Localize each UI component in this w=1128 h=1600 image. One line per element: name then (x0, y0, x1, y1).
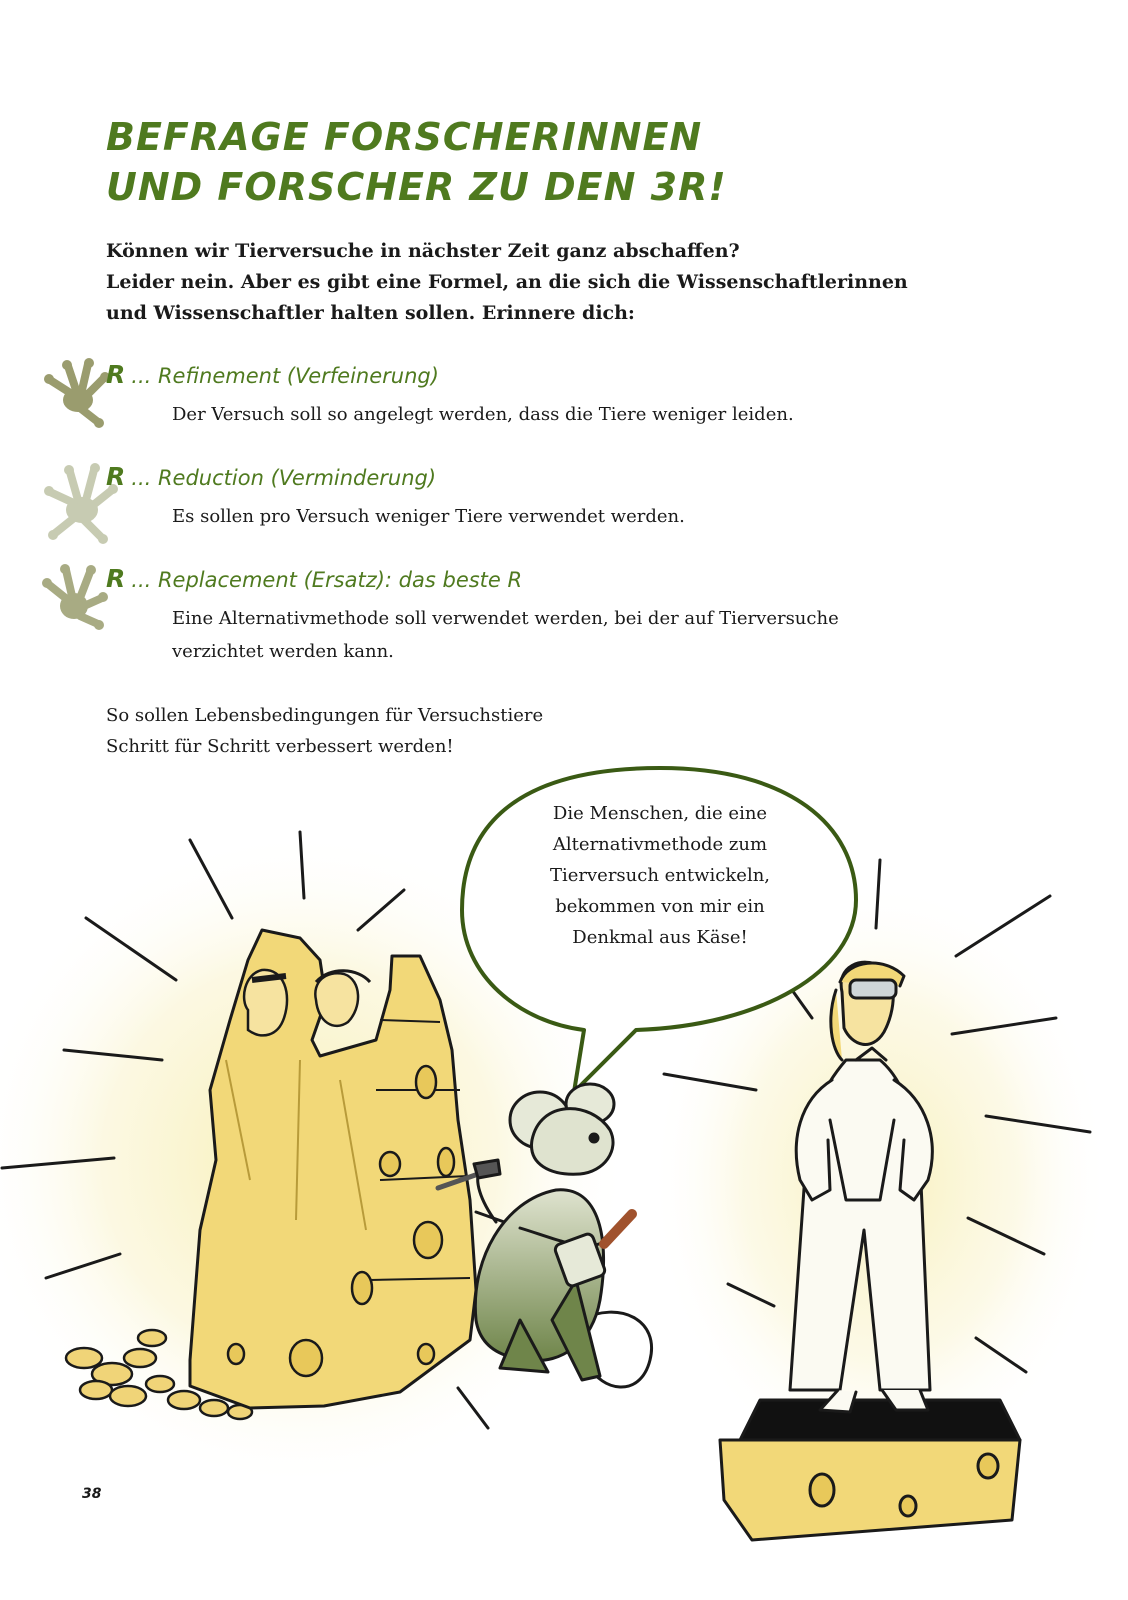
title-line-2: UND FORSCHER ZU DEN 3R! (106, 165, 727, 209)
speech-line-5: Denkmal aus Käse! (572, 927, 748, 948)
r-heading-text: ... Refinement (Verfeinerung) (131, 364, 439, 388)
title-line-1: BEFRAGE FORSCHERINNEN (106, 115, 703, 159)
intro-line-3: und Wissenschaftler halten sollen. Erinnere dich: (106, 302, 635, 324)
intro-line-2: Leider nein. Aber es gibt eine Formel, an die sich die Wissenschaftlerinnen (106, 271, 908, 293)
r-heading-text: ... Replacement (Ersatz): das beste R (131, 568, 523, 592)
r-description: Eine Alternativmethode soll verwendet werden, bei der auf Tierversuche verzichtet werden kann. (172, 608, 839, 662)
closing-line-1: So sollen Lebensbedingungen für Versuchstiere (106, 705, 544, 726)
r-heading-text: ... Reduction (Verminderung) (131, 466, 437, 490)
r-heading (106, 462, 436, 493)
speech-bubble-text (510, 798, 810, 953)
closing-paragraph (106, 700, 806, 762)
speech-line-1: Die Menschen, die eine (552, 803, 768, 824)
r-heading (106, 360, 439, 391)
speech-line-2: Alternativmethode zum (552, 834, 768, 855)
page-title (106, 112, 1006, 212)
speech-line-4: bekommen von mir ein (555, 896, 765, 917)
r-letter: R (106, 462, 126, 491)
speech-line-3: Tierversuch entwickeln, (549, 865, 771, 886)
r-letter: R (106, 360, 126, 389)
intro-line-1: Können wir Tierversuche in nächster Zeit ganz abschaffen? (106, 240, 740, 262)
paw-print-icon (40, 358, 110, 428)
page-number: 38 (82, 1486, 102, 1502)
closing-line-2: Schritt für Schritt verbessert werden! (106, 736, 454, 757)
intro-paragraph (106, 236, 1026, 329)
r-letter: R (106, 564, 126, 593)
r-heading (106, 564, 522, 595)
r-description: Es sollen pro Versuch weniger Tiere verwendet werden. (172, 506, 685, 527)
r-description: Der Versuch soll so angelegt werden, dass die Tiere weniger leiden. (172, 404, 794, 425)
paw-print-icon (40, 562, 110, 636)
